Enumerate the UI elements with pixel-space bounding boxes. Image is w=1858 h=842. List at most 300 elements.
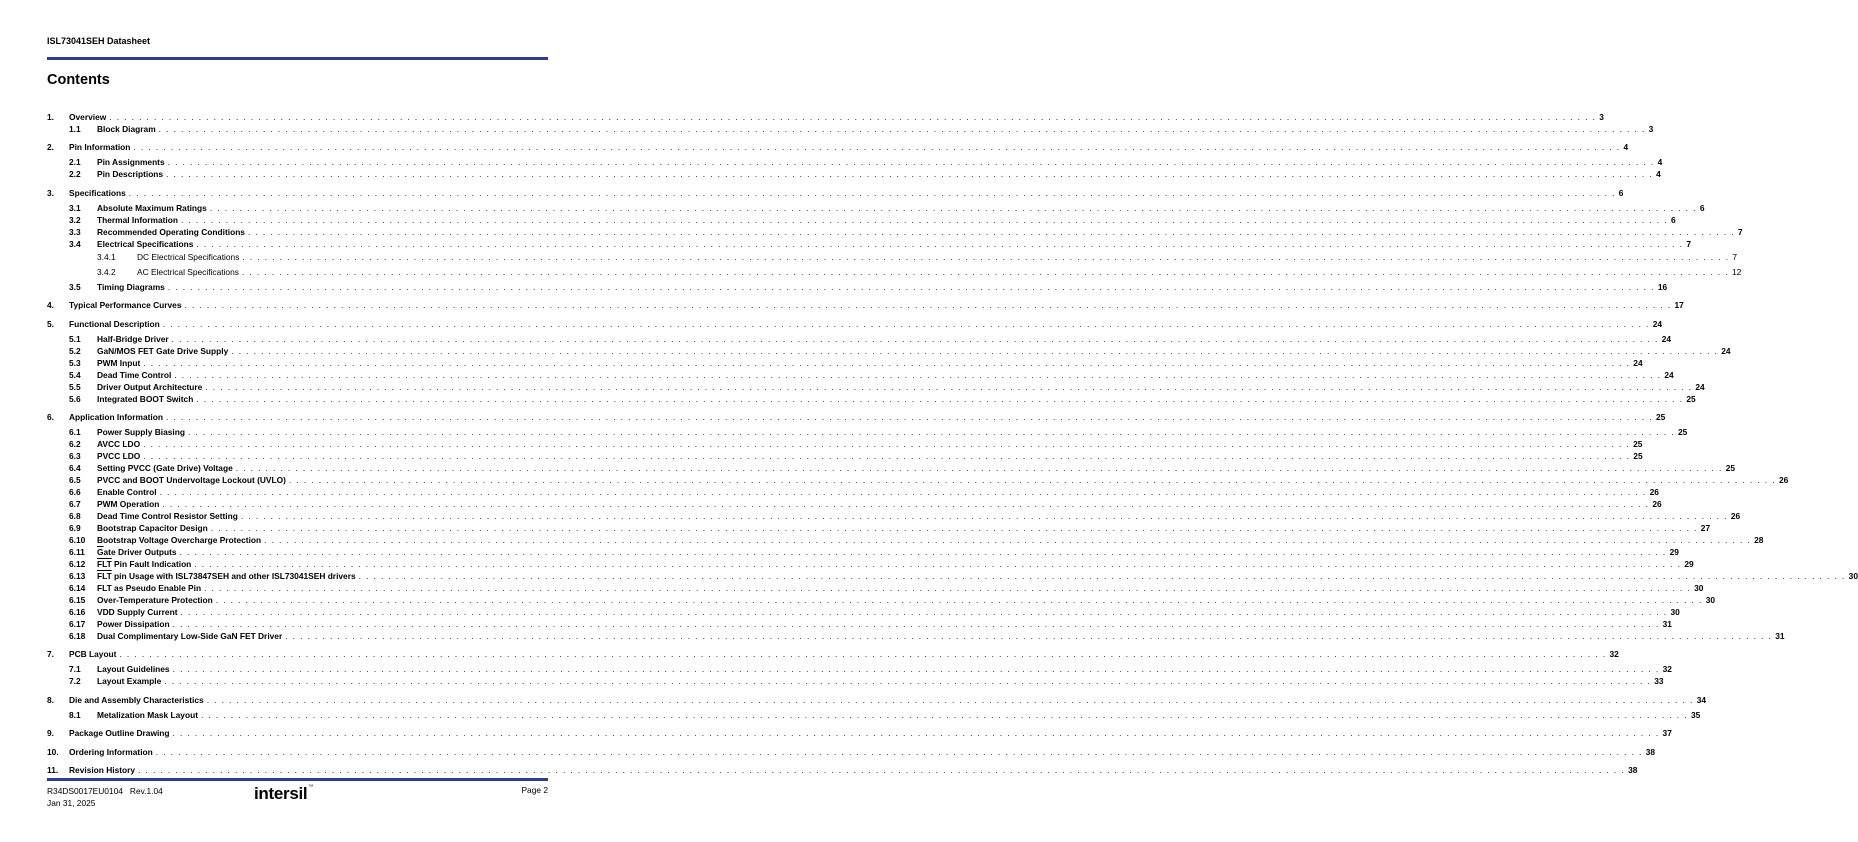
toc-entry-number: 5.1 [69,333,81,344]
toc-entry-title [69,764,138,776]
toc-entry-page: 38 [1628,764,1638,775]
toc-entry-title-text: Typical Performance Curves [69,300,182,311]
toc-entry[interactable] [47,393,1696,405]
toc-dot-leader: . . . . . . . . . . . . . . . . . . . . . . . . . . . . . . . . . . . . . . . . . . . . . . . . . . . . . . . . . . . . . . . . . . . . . . . . . . . . . . . . . . . . . . . . . . . . . . . . . . . . . . . . . . . . . . . . . . . . . . . . . . . . . . . . . . . . . . . . . . . . . . . . . . . . . . . . . . . . . . . . . . . . . . . . . . . . . . . . . . . . . . . . . . . . . . . . . . . . . . . . [179,546,1667,557]
toc-dot-leader: . . . . . . . . . . . . . . . . . . . . . . . . . . . . . . . . . . . . . . . . . . . . . . . . . . . . . . . . . . . . . . . . . . . . . . . . . . . . . . . . . . . . . . . . . . . . . . . . . . . . . . . . . . . . . . . . . . . . . . . . . . . . . . . . . . . . . . . . . . . . . . . . . . . . . . . . . . . . . . . . . . . . . . . . . . . . . . . . . . . . . . . . . . . . . . . . . . . . . . . . [167,157,1655,168]
toc-entry-title-text: Electrical Specifications [97,238,194,249]
toc-entry-page: 4 [1657,157,1663,168]
toc-entry-page: 7 [1738,226,1743,237]
toc-entry-title [97,582,204,594]
toc-entry-page: 24 [1664,369,1674,380]
toc-entry-number: 3.2 [69,214,81,225]
toc-entry-page: 30 [1848,570,1858,581]
toc-entry-title [97,675,164,687]
toc-entry[interactable] [47,411,1666,423]
toc-entry-title-text: VDD Supply Current [97,606,178,617]
toc-entry-title [137,266,242,278]
toc-entry-number: 6.16 [69,606,86,617]
toc-entry-number: 6.13 [69,570,86,581]
toc-entry-title-text: Package Outline Drawing [69,728,170,739]
toc-entry-title-text: Layout Example [97,676,162,687]
header-rule [47,57,548,60]
toc-entry-title-text: Functional Description [69,318,160,329]
toc-entry-title-overline: $\overline{G}$ [97,546,104,557]
document-header-title: ISL73041SEH Datasheet [47,36,151,46]
toc-dot-leader: . . . . . . . . . . . . . . . . . . . . . . . . . . . . . . . . . . . . . . . . . . . . . . . . . . . . . . . . . . . . . . . . . . . . . . . . . . . . . . . . . . . . . . . . . . . . . . . . . . . . . . . . . . . . . . . . . . . . . . . . . . . . . . . . . . . . . . . . . . . . . . . . . . . . . . . . . . . . . . . . . . . . . . . . . . . . . . . . . . . . . . . . . . . . . . . . . . . . . . . . [166,169,1654,180]
toc-entry-page: 37 [1662,728,1672,739]
toc-dot-leader: . . . . . . . . . . . . . . . . . . . . . . . . . . . . . . . . . . . . . . . . . . . . . . . . . . . . . . . . . . . . . . . . . . . . . . . . . . . . . . . . . . . . . . . . . . . . . . . . . . . . . . . . . . . . . . . . . . . . . . . . . . . . . . . . . . . . . . . . . . . . . . . . . . . . . . . . . . . . . . . . . . . . . . . . . . . . . . . . . . . . . . . . . . . . . . . . . . . . . . . . [210,522,1698,533]
toc-entry[interactable] [47,333,1672,345]
toc-entry-number: 6.10 [69,534,86,545]
toc-entry-title-text: PVCC LDO [97,450,141,461]
toc-entry[interactable] [47,534,1764,546]
toc-entry[interactable] [47,606,1680,618]
toc-dot-leader: . . . . . . . . . . . . . . . . . . . . . . . . . . . . . . . . . . . . . . . . . . . . . . . . . . . . . . . . . . . . . . . . . . . . . . . . . . . . . . . . . . . . . . . . . . . . . . . . . . . . . . . . . . . . . . . . . . . . . . . . . . . . . . . . . . . . . . . . . . . . . . . . . . . . . . . . . . . . . . . . . . . . . . . . . . . . . . . . . . . . . . . . . . . . . . . . . . . . . . . . [180,214,1668,225]
toc-entry-number: 9. [47,728,54,739]
toc-entry-title-text: Dead Time Control [97,369,172,380]
toc-entry-title [97,534,264,546]
toc-entry-title-text: Pin Descriptions [97,169,164,180]
toc-entry-title [97,426,188,438]
toc-entry-page: 32 [1609,649,1619,660]
toc-entry-title [97,357,143,369]
toc-entry-title-text: Specifications [69,187,126,198]
toc-entry[interactable] [47,281,1668,293]
toc-entry-title-text: AC Electrical Specifications [137,266,239,277]
toc-entry[interactable] [47,357,1643,369]
toc-entry[interactable] [47,187,1624,199]
toc-entry[interactable] [47,111,1604,123]
toc-entry-page: 29 [1669,546,1679,557]
logo-trademark: ™ [308,784,314,790]
toc-entry-title [97,630,285,642]
toc-entry-title-text: Driver Output Architecture [97,381,203,392]
footer-revision: Rev.1.04 [129,786,163,796]
toc-entry-title [137,251,242,263]
toc-entry-page: 25 [1725,462,1736,473]
intersil-logo [254,784,313,804]
toc-entry-title-text: Thermal Information [97,214,178,225]
toc-dot-leader: . . . . . . . . . . . . . . . . . . . . . . . . . . . . . . . . . . . . . . . . . . . . . . . . . . . . . . . . . . . . . . . . . . . . . . . . . . . . . . . . . . . . . . . . . . . . . . . . . . . . . . . . . . . . . . . . . . . . . . . . . . . . . . . . . . . . . . . . . . . . . . . . . . . . . . . . . . . . . . . . . . . . . . . . . . . . . . . . . . . . . . . . . . . . . . . . . . . . . . . . [240,510,1728,521]
toc-entry-number: 6.17 [69,618,86,629]
toc-entry-title [97,510,241,522]
toc-entry[interactable] [47,663,1672,675]
toc-entry[interactable] [47,202,1705,214]
toc-entry-page: 24 [1652,318,1663,329]
toc-entry-title [97,558,194,570]
toc-dot-leader: . . . . . . . . . . . . . . . . . . . . . . . . . . . . . . . . . . . . . . . . . . . . . . . . . . . . . . . . . . . . . . . . . . . . . . . . . . . . . . . . . . . . . . . . . . . . . . . . . . . . . . . . . . . . . . . . . . . . . . . . . . . . . . . . . . . . . . . . . . . . . . . . . . . . . . . . . . . . . . . . . . . . . . . . . . . . . . . . . . . . . . . . . . . . . . . . . . . . . . . . [138,764,1626,775]
toc-dot-leader: . . . . . . . . . . . . . . . . . . . . . . . . . . . . . . . . . . . . . . . . . . . . . . . . . . . . . . . . . . . . . . . . . . . . . . . . . . . . . . . . . . . . . . . . . . . . . . . . . . . . . . . . . . . . . . . . . . . . . . . . . . . . . . . . . . . . . . . . . . . . . . . . . . . . . . . . . . . . . . . . . . . . . . . . . . . . . . . . . . . . . . . . . . . . . . . . . . . . . . . . [143,450,1631,461]
toc-entry-number: 2.2 [69,169,81,180]
table-of-contents [47,111,1858,776]
footer-rule [47,778,548,781]
toc-entry-title [97,345,231,357]
toc-entry[interactable] [47,168,1661,180]
toc-entry-number: 5.3 [69,357,81,368]
toc-entry[interactable] [47,746,1656,758]
toc-entry-title-text: Setting PVCC (Gate Drive) Voltage [97,462,233,473]
toc-dot-leader: . . . . . . . . . . . . . . . . . . . . . . . . . . . . . . . . . . . . . . . . . . . . . . . . . . . . . . . . . . . . . . . . . . . . . . . . . . . . . . . . . . . . . . . . . . . . . . . . . . . . . . . . . . . . . . . . . . . . . . . . . . . . . . . . . . . . . . . . . . . . . . . . . . . . . . . . . . . . . . . . . . . . . . . . . . . . . . . . . . . . . . . . . . . . . . . . . . . . . . . . [172,664,1660,675]
toc-entry-title [97,156,168,168]
toc-entry[interactable] [47,709,1701,721]
toc-entry-number: 3.5 [69,281,81,292]
toc-entry[interactable] [47,474,1789,486]
toc-dot-leader: . . . . . . . . . . . . . . . . . . . . . . . . . . . . . . . . . . . . . . . . . . . . . . . . . . . . . . . . . . . . . . . . . . . . . . . . . . . . . . . . . . . . . . . . . . . . . . . . . . . . . . . . . . . . . . . . . . . . . . . . . . . . . . . . . . . . . . . . . . . . . . . . . . . . . . . . . . . . . . . . . . . . . . . . . . . . . . . . . . . . . . . . . . . . . . . . . . . . . . . . [158,124,1646,134]
page-title: Contents [47,72,110,88]
toc-entry[interactable] [47,141,1629,153]
toc-entry-title [97,393,196,405]
toc-entry-number: 7. [47,649,54,660]
toc-entry-number: 10. [47,746,59,757]
toc-entry-page: 6 [1670,214,1676,225]
toc-entry-number: 5.5 [69,381,81,392]
toc-entry-title [69,141,133,153]
toc-dot-leader: . . . . . . . . . . . . . . . . . . . . . . . . . . . . . . . . . . . . . . . . . . . . . . . . . . . . . . . . . . . . . . . . . . . . . . . . . . . . . . . . . . . . . . . . . . . . . . . . . . . . . . . . . . . . . . . . . . . . . . . . . . . . . . . . . . . . . . . . . . . . . . . . . . . . . . . . . . . . . . . . . . . . . . . . . . . . . . . . . . . . . . . . . . . . . . . . . . . . . . . . [196,238,1684,249]
toc-entry-title-text: GaN/MOS FET Gate Drive Supply [97,345,229,356]
toc-dot-leader: . . . . . . . . . . . . . . . . . . . . . . . . . . . . . . . . . . . . . . . . . . . . . . . . . . . . . . . . . . . . . . . . . . . . . . . . . . . . . . . . . . . . . . . . . . . . . . . . . . . . . . . . . . . . . . . . . . . . . . . . . . . . . . . . . . . . . . . . . . . . . . . . . . . . . . . . . . . . . . . . . . . . . . . . . . . . . . . . . . . . . . . . . . . . . . . . . . . . . . . . [196,393,1684,404]
toc-entry-page: 7 [1686,238,1692,249]
toc-entry[interactable] [47,238,1692,250]
toc-dot-leader: . . . . . . . . . . . . . . . . . . . . . . . . . . . . . . . . . . . . . . . . . . . . . . . . . . . . . . . . . . . . . . . . . . . . . . . . . . . . . . . . . . . . . . . . . . . . . . . . . . . . . . . . . . . . . . . . . . . . . . . . . . . . . . . . . . . . . . . . . . . . . . . . . . . . . . . . . . . . . . . . . . . . . . . . . . . . . . . . . . . . . . . . . . . . . . . . . . . . . . . . [358,570,1846,581]
toc-dot-leader: . . . . . . . . . . . . . . . . . . . . . . . . . . . . . . . . . . . . . . . . . . . . . . . . . . . . . . . . . . . . . . . . . . . . . . . . . . . . . . . . . . . . . . . . . . . . . . . . . . . . . . . . . . . . . . . . . . . . . . . . . . . . . . . . . . . . . . . . . . . . . . . . . . . . . . . . . . . . . . . . . . . . . . . . . . . . . . . . . . . . . . . . . . . . . . . . . . . . . . . . [167,281,1655,292]
toc-entry-page: 30 [1670,606,1680,617]
toc-entry-title [97,168,166,180]
toc-dot-leader: . . . . . . . . . . . . . . . . . . . . . . . . . . . . . . . . . . . . . . . . . . . . . . . . . . . . . . . . . . . . . . . . . . . . . . . . . . . . . . . . . . . . . . . . . . . . . . . . . . . . . . . . . . . . . . . . . . . . . . . . . . . . . . . . . . . . . . . . . . . . . . . . . . . . . . . . . . . . . . . . . . . . . . . . . . . . . . . . . . . . . . . . . . . . . . . . . . . . . . . . [235,462,1723,473]
toc-entry-title-text: Dead Time Control Resistor Setting [97,510,238,521]
toc-entry-number: 6.11 [69,546,85,557]
toc-entry[interactable] [47,764,1638,776]
toc-entry-number: 3.4.2 [97,266,116,277]
toc-entry-title-text: Metalization Mask Layout [97,709,198,720]
toc-dot-leader: . . . . . . . . . . . . . . . . . . . . . . . . . . . . . . . . . . . . . . . . . . . . . . . . . . . . . . . . . . . . . . . . . . . . . . . . . . . . . . . . . . . . . . . . . . . . . . . . . . . . . . . . . . . . . . . . . . . . . . . . . . . . . . . . . . . . . . . . . . . . . . . . . . . . . . . . . . . . . . . . . . . . . . . . . . . . . . . . . . . . . . . . . . . . . . . . . . . . . . . . [172,618,1660,629]
toc-entry-number: 6.4 [69,462,81,473]
toc-entry-title-text: Bootstrap Voltage Overcharge Protection [97,534,262,545]
toc-entry-title-text: Revision History [69,764,136,775]
toc-entry-title [69,187,129,199]
toc-entry-title-text: Half-Bridge Driver [97,333,169,344]
footer-doc-info [47,785,163,809]
toc-dot-leader: . . . . . . . . . . . . . . . . . . . . . . . . . . . . . . . . . . . . . . . . . . . . . . . . . . . . . . . . . . . . . . . . . . . . . . . . . . . . . . . . . . . . . . . . . . . . . . . . . . . . . . . . . . . . . . . . . . . . . . . . . . . . . . . . . . . . . . . . . . . . . . . . . . . . . . . . . . . . . . . . . . . . . . . . . . . . . . . . . . . . . . . . . . . . . . . . . . . . . . . . [143,438,1631,449]
toc-entry[interactable] [47,546,1679,558]
toc-entry[interactable] [47,450,1643,462]
toc-entry-number: 6.14 [69,582,86,593]
toc-entry-number: 5.6 [69,393,81,404]
toc-entry-title [69,318,163,330]
toc-entry-number: 1. [47,112,54,122]
toc-dot-leader: . . . . . . . . . . . . . . . . . . . . . . . . . . . . . . . . . . . . . . . . . . . . . . . . . . . . . . . . . . . . . . . . . . . . . . . . . . . . . . . . . . . . . . . . . . . . . . . . . . . . . . . . . . . . . . . . . . . . . . . . . . . . . . . . . . . . . . . . . . . . . . . . . . . . . . . . . . . . . . . . . . . . . . . . . . . . . . . . . . . . . . . . . . . . . . . . . . . . . . . . [215,594,1703,605]
toc-dot-leader: . . . . . . . . . . . . . . . . . . . . . . . . . . . . . . . . . . . . . . . . . . . . . . . . . . . . . . . . . . . . . . . . . . . . . . . . . . . . . . . . . . . . . . . . . . . . . . . . . . . . . . . . . . . . . . . . . . . . . . . . . . . . . . . . . . . . . . . . . . . . . . . . . . . . . . . . . . . . . . . . . . . . . . . . . . . . . . . . . . . . . . . . . . . . . . . . . . . . . . . . [288,474,1776,485]
toc-dot-leader: . . . . . . . . . . . . . . . . . . . . . . . . . . . . . . . . . . . . . . . . . . . . . . . . . . . . . . . . . . . . . . . . . . . . . . . . . . . . . . . . . . . . . . . . . . . . . . . . . . . . . . . . . . . . . . . . . . . . . . . . . . . . . . . . . . . . . . . . . . . . . . . . . . . . . . . . . . . . . . . . . . . . . . . . . . . . . . . . . . . . . . . . . . . . . . . . . . . . . . . . [109,112,1597,122]
toc-dot-leader: . . . . . . . . . . . . . . . . . . . . . . . . . . . . . . . . . . . . . . . . . . . . . . . . . . . . . . . . . . . . . . . . . . . . . . . . . . . . . . . . . . . . . . . . . . . . . . . . . . . . . . . . . . . . . . . . . . . . . . . . . . . . . . . . . . . . . . . . . . . . . . . . . . . . . . . . . . . . . . . . . . . . . . . . . . . . . . . . . . . . . . . . . . . . . . . . . . . . . . . . [242,251,1730,262]
toc-entry-title [97,594,216,606]
toc-entry-title-text: Application Information [69,411,163,422]
toc-entry-title [97,462,236,474]
toc-entry[interactable] [47,226,1743,238]
toc-dot-leader: . . . . . . . . . . . . . . . . . . . . . . . . . . . . . . . . . . . . . . . . . . . . . . . . . . . . . . . . . . . . . . . . . . . . . . . . . . . . . . . . . . . . . . . . . . . . . . . . . . . . . . . . . . . . . . . . . . . . . . . . . . . . . . . . . . . . . . . . . . . . . . . . . . . . . . . . . . . . . . . . . . . . . . . . . . . . . . . . . . . . . . . . . . . . . . . . . . . . . . . . [264,534,1752,545]
toc-entry-title [97,214,181,226]
toc-dot-leader: . . . . . . . . . . . . . . . . . . . . . . . . . . . . . . . . . . . . . . . . . . . . . . . . . . . . . . . . . . . . . . . . . . . . . . . . . . . . . . . . . . . . . . . . . . . . . . . . . . . . . . . . . . . . . . . . . . . . . . . . . . . . . . . . . . . . . . . . . . . . . . . . . . . . . . . . . . . . . . . . . . . . . . . . . . . . . . . . . . . . . . . . . . . . . . . . . . . . . . . . [285,630,1773,641]
toc-dot-leader: . . . . . . . . . . . . . . . . . . . . . . . . . . . . . . . . . . . . . . . . . . . . . . . . . . . . . . . . . . . . . . . . . . . . . . . . . . . . . . . . . . . . . . . . . . . . . . . . . . . . . . . . . . . . . . . . . . . . . . . . . . . . . . . . . . . . . . . . . . . . . . . . . . . . . . . . . . . . . . . . . . . . . . . . . . . . . . . . . . . . . . . . . . . . . . . . . . . . . . . . [128,187,1616,198]
toc-entry-title-overline: $\overline{FLT}$ [97,570,112,581]
toc-entry-page: 3 [1599,112,1604,122]
toc-entry-page: 17 [1674,300,1684,311]
toc-dot-leader: . . . . . . . . . . . . . . . . . . . . . . . . . . . . . . . . . . . . . . . . . . . . . . . . . . . . . . . . . . . . . . . . . . . . . . . . . . . . . . . . . . . . . . . . . . . . . . . . . . . . . . . . . . . . . . . . . . . . . . . . . . . . . . . . . . . . . . . . . . . . . . . . . . . . . . . . . . . . . . . . . . . . . . . . . . . . . . . . . . . . . . . . . . . . . . . . . . . . . . . . [180,606,1668,617]
toc-dot-leader: . . . . . . . . . . . . . . . . . . . . . . . . . . . . . . . . . . . . . . . . . . . . . . . . . . . . . . . . . . . . . . . . . . . . . . . . . . . . . . . . . . . . . . . . . . . . . . . . . . . . . . . . . . . . . . . . . . . . . . . . . . . . . . . . . . . . . . . . . . . . . . . . . . . . . . . . . . . . . . . . . . . . . . . . . . . . . . . . . . . . . . . . . . . . . . . . . . . . . . . . [200,709,1688,720]
toc-entry[interactable] [47,498,1662,510]
toc-entry-number: 6.12 [69,558,86,569]
toc-entry-page: 24 [1695,381,1705,392]
toc-entry-title [97,663,173,675]
toc-entry-title-text: pin Usage with ISL73847SEH and other ISL73041SEH drivers [111,570,356,581]
toc-entry-number: 6.18 [69,630,86,641]
toc-entry-number: 6. [47,411,54,422]
toc-entry[interactable] [47,570,1858,582]
toc-entry-page: 29 [1684,558,1694,569]
toc-dot-leader: . . . . . . . . . . . . . . . . . . . . . . . . . . . . . . . . . . . . . . . . . . . . . . . . . . . . . . . . . . . . . . . . . . . . . . . . . . . . . . . . . . . . . . . . . . . . . . . . . . . . . . . . . . . . . . . . . . . . . . . . . . . . . . . . . . . . . . . . . . . . . . . . . . . . . . . . . . . . . . . . . . . . . . . . . . . . . . . . . . . . . . . . . . . . . . . . . . . . . . . . [206,694,1694,705]
toc-entry-page: 4 [1623,142,1629,153]
toc-entry-title [97,486,160,498]
toc-dot-leader: . . . . . . . . . . . . . . . . . . . . . . . . . . . . . . . . . . . . . . . . . . . . . . . . . . . . . . . . . . . . . . . . . . . . . . . . . . . . . . . . . . . . . . . . . . . . . . . . . . . . . . . . . . . . . . . . . . . . . . . . . . . . . . . . . . . . . . . . . . . . . . . . . . . . . . . . . . . . . . . . . . . . . . . . . . . . . . . . . . . . . . . . . . . . . . . . . . . . . . . . [174,369,1662,380]
toc-entry-number: 7.2 [69,676,81,687]
toc-entry-page: 24 [1721,345,1731,356]
toc-entry-title [97,281,168,293]
toc-entry-number: 8. [47,694,54,705]
toc-dot-leader: . . . . . . . . . . . . . . . . . . . . . . . . . . . . . . . . . . . . . . . . . . . . . . . . . . . . . . . . . . . . . . . . . . . . . . . . . . . . . . . . . . . . . . . . . . . . . . . . . . . . . . . . . . . . . . . . . . . . . . . . . . . . . . . . . . . . . . . . . . . . . . . . . . . . . . . . . . . . . . . . . . . . . . . . . . . . . . . . . . . . . . . . . . . . . . . . . . . . . . . . [194,558,1682,569]
toc-entry-page: 31 [1775,630,1785,641]
toc-entry-number: 5.2 [69,345,81,356]
toc-entry-page: 31 [1662,618,1672,629]
toc-entry-title [69,299,185,311]
toc-dot-leader: . . . . . . . . . . . . . . . . . . . . . . . . . . . . . . . . . . . . . . . . . . . . . . . . . . . . . . . . . . . . . . . . . . . . . . . . . . . . . . . . . . . . . . . . . . . . . . . . . . . . . . . . . . . . . . . . . . . . . . . . . . . . . . . . . . . . . . . . . . . . . . . . . . . . . . . . . . . . . . . . . . . . . . . . . . . . . . . . . . . . . . . . . . . . . . . . . . . . . . . . [155,746,1643,757]
toc-entry[interactable] [47,381,1705,393]
toc-dot-leader: . . . . . . . . . . . . . . . . . . . . . . . . . . . . . . . . . . . . . . . . . . . . . . . . . . . . . . . . . . . . . . . . . . . . . . . . . . . . . . . . . . . . . . . . . . . . . . . . . . . . . . . . . . . . . . . . . . . . . . . . . . . . . . . . . . . . . . . . . . . . . . . . . . . . . . . . . . . . . . . . . . . . . . . . . . . . . . . . . . . . . . . . . . . . . . . . . . . . . . . . [241,266,1729,277]
toc-entry-title [69,648,119,660]
toc-dot-leader: . . . . . . . . . . . . . . . . . . . . . . . . . . . . . . . . . . . . . . . . . . . . . . . . . . . . . . . . . . . . . . . . . . . . . . . . . . . . . . . . . . . . . . . . . . . . . . . . . . . . . . . . . . . . . . . . . . . . . . . . . . . . . . . . . . . . . . . . . . . . . . . . . . . . . . . . . . . . . . . . . . . . . . . . . . . . . . . . . . . . . . . . . . . . . . . . . . . . . . . . [165,411,1653,422]
toc-entry-title-text: AVCC LDO [97,438,141,449]
toc-dot-leader: . . . . . . . . . . . . . . . . . . . . . . . . . . . . . . . . . . . . . . . . . . . . . . . . . . . . . . . . . . . . . . . . . . . . . . . . . . . . . . . . . . . . . . . . . . . . . . . . . . . . . . . . . . . . . . . . . . . . . . . . . . . . . . . . . . . . . . . . . . . . . . . . . . . . . . . . . . . . . . . . . . . . . . . . . . . . . . . . . . . . . . . . . . . . . . . . . . . . . . . . [164,676,1652,687]
toc-entry[interactable] [47,594,1716,606]
toc-entry-title [69,411,166,423]
toc-entry-page: 6 [1618,187,1624,198]
toc-entry-page: 16 [1657,281,1668,292]
toc-entry-page: 25 [1633,450,1643,461]
toc-entry-title-text: Block Diagram [97,124,156,134]
toc-entry-page: 26 [1649,486,1659,497]
toc-entry[interactable] [47,369,1674,381]
toc-entry-title-text: Ordering Information [69,746,153,757]
toc-dot-leader: . . . . . . . . . . . . . . . . . . . . . . . . . . . . . . . . . . . . . . . . . . . . . . . . . . . . . . . . . . . . . . . . . . . . . . . . . . . . . . . . . . . . . . . . . . . . . . . . . . . . . . . . . . . . . . . . . . . . . . . . . . . . . . . . . . . . . . . . . . . . . . . . . . . . . . . . . . . . . . . . . . . . . . . . . . . . . . . . . . . . . . . . . . . . . . . . . . . . . . . . [205,381,1693,392]
toc-entry[interactable] [47,266,1742,278]
toc-entry-page: 26 [1778,474,1789,485]
toc-entry-number: 8.1 [69,709,81,720]
toc-entry-title-text: Over-Temperature Protection [97,594,213,605]
toc-entry[interactable] [47,558,1694,570]
toc-entry[interactable] [47,345,1731,357]
toc-entry-page: 33 [1654,676,1664,687]
toc-entry-title-text: Pin Information [69,142,131,153]
toc-entry-title-text: Power Dissipation [97,618,170,629]
toc-dot-leader: . . . . . . . . . . . . . . . . . . . . . . . . . . . . . . . . . . . . . . . . . . . . . . . . . . . . . . . . . . . . . . . . . . . . . . . . . . . . . . . . . . . . . . . . . . . . . . . . . . . . . . . . . . . . . . . . . . . . . . . . . . . . . . . . . . . . . . . . . . . . . . . . . . . . . . . . . . . . . . . . . . . . . . . . . . . . . . . . . . . . . . . . . . . . . . . . . . . . . . . . [162,318,1650,329]
toc-entry-number: 2.1 [69,157,81,168]
toc-entry-title [97,618,173,630]
toc-entry[interactable] [47,630,1785,642]
toc-entry-title [97,546,180,558]
toc-dot-leader: . . . . . . . . . . . . . . . . . . . . . . . . . . . . . . . . . . . . . . . . . . . . . . . . . . . . . . . . . . . . . . . . . . . . . . . . . . . . . . . . . . . . . . . . . . . . . . . . . . . . . . . . . . . . . . . . . . . . . . . . . . . . . . . . . . . . . . . . . . . . . . . . . . . . . . . . . . . . . . . . . . . . . . . . . . . . . . . . . . . . . . . . . . . . . . . . . . . . . . . . [231,345,1719,356]
toc-entry-page: 38 [1645,746,1656,757]
toc-entry-title [97,226,248,238]
toc-entry-number: 5. [47,318,54,329]
toc-dot-leader: . . . . . . . . . . . . . . . . . . . . . . . . . . . . . . . . . . . . . . . . . . . . . . . . . . . . . . . . . . . . . . . . . . . . . . . . . . . . . . . . . . . . . . . . . . . . . . . . . . . . . . . . . . . . . . . . . . . . . . . . . . . . . . . . . . . . . . . . . . . . . . . . . . . . . . . . . . . . . . . . . . . . . . . . . . . . . . . . . . . . . . . . . . . . . . . . . . . . . . . . [184,300,1672,311]
toc-entry[interactable] [47,522,1711,534]
toc-entry-page: 32 [1662,664,1672,675]
toc-entry-number: 6.3 [69,450,81,461]
toc-entry-title [97,606,181,618]
toc-entry-page: 26 [1730,510,1741,521]
toc-entry-title-text: Recommended Operating Conditions [97,226,245,237]
toc-entry-title [69,727,173,739]
toc-entry-title-text: Timing Diagrams [97,281,165,292]
toc-entry-title [97,381,205,393]
toc-dot-leader: . . . . . . . . . . . . . . . . . . . . . . . . . . . . . . . . . . . . . . . . . . . . . . . . . . . . . . . . . . . . . . . . . . . . . . . . . . . . . . . . . . . . . . . . . . . . . . . . . . . . . . . . . . . . . . . . . . . . . . . . . . . . . . . . . . . . . . . . . . . . . . . . . . . . . . . . . . . . . . . . . . . . . . . . . . . . . . . . . . . . . . . . . . . . . . . . . . . . . . . . [171,333,1659,344]
toc-entry[interactable] [47,582,1704,594]
toc-entry-title-text: Overview [69,112,107,122]
toc-dot-leader: . . . . . . . . . . . . . . . . . . . . . . . . . . . . . . . . . . . . . . . . . . . . . . . . . . . . . . . . . . . . . . . . . . . . . . . . . . . . . . . . . . . . . . . . . . . . . . . . . . . . . . . . . . . . . . . . . . . . . . . . . . . . . . . . . . . . . . . . . . . . . . . . . . . . . . . . . . . . . . . . . . . . . . . . . . . . . . . . . . . . . . . . . . . . . . . . . . . . . . . . [133,142,1621,153]
toc-entry-page: 25 [1686,393,1696,404]
toc-entry-page: 34 [1696,694,1707,705]
toc-entry-page: 30 [1705,594,1716,605]
toc-entry[interactable] [47,123,1654,135]
toc-entry[interactable] [47,486,1659,498]
toc-entry[interactable] [47,438,1643,450]
toc-entry-number: 6.5 [69,474,81,485]
toc-entry-number: 5.4 [69,369,81,380]
logo-text: intersil [254,784,308,803]
toc-dot-leader: . . . . . . . . . . . . . . . . . . . . . . . . . . . . . . . . . . . . . . . . . . . . . . . . . . . . . . . . . . . . . . . . . . . . . . . . . . . . . . . . . . . . . . . . . . . . . . . . . . . . . . . . . . . . . . . . . . . . . . . . . . . . . . . . . . . . . . . . . . . . . . . . . . . . . . . . . . . . . . . . . . . . . . . . . . . . . . . . . . . . . . . . . . . . . . . . . . . . . . . . [209,202,1697,213]
toc-entry-number: 7.1 [69,664,81,675]
toc-entry-title [97,570,359,582]
toc-entry-title-text: Pin Assignments [97,157,165,168]
toc-entry-title-text: PWM Operation [97,498,160,509]
toc-entry-title-text: DC Electrical Specifications [137,251,240,262]
toc-entry-title-text: PCB Layout [69,649,117,660]
toc-entry-title [97,474,289,486]
toc-dot-leader: . . . . . . . . . . . . . . . . . . . . . . . . . . . . . . . . . . . . . . . . . . . . . . . . . . . . . . . . . . . . . . . . . . . . . . . . . . . . . . . . . . . . . . . . . . . . . . . . . . . . . . . . . . . . . . . . . . . . . . . . . . . . . . . . . . . . . . . . . . . . . . . . . . . . . . . . . . . . . . . . . . . . . . . . . . . . . . . . . . . . . . . . . . . . . . . . . . . . . . . . [159,486,1647,497]
toc-entry[interactable] [47,510,1741,522]
toc-entry-number: 6.9 [69,522,81,533]
toc-entry-page: 30 [1694,582,1704,593]
toc-entry-number: 6.7 [69,498,81,509]
toc-entry-title-text: Layout Guidelines [97,664,170,675]
toc-entry-number: 6.2 [69,438,81,449]
toc-entry-number: 3. [47,187,54,198]
toc-entry[interactable] [47,214,1676,226]
toc-entry-title [69,694,207,706]
toc-entry-page: 27 [1700,522,1711,533]
toc-entry[interactable] [47,727,1672,739]
toc-entry-number: 6.8 [69,510,81,521]
toc-entry-page: 35 [1691,709,1701,720]
toc-entry[interactable] [47,299,1684,311]
toc-entry-title-text: Enable Control [97,486,157,497]
toc-entry-page: 25 [1656,411,1666,422]
toc-entry[interactable] [47,462,1736,474]
toc-entry-number: 3.4.1 [97,251,116,262]
toc-entry-page: 25 [1677,426,1688,437]
toc-entry-number: 11. [47,764,59,775]
toc-entry-page: 26 [1652,498,1662,509]
toc-entry-title-overline: $\overline{FLT}$ [97,558,112,569]
toc-entry-title-text: ate Driver Outputs [103,546,177,557]
toc-entry-number: 3.1 [69,202,81,213]
toc-entry-number: 3.3 [69,226,81,237]
toc-entry-title-text: PWM Input [97,357,141,368]
footer-page-number: Page 2 [521,785,548,795]
toc-entry-title [97,450,143,462]
toc-dot-leader: . . . . . . . . . . . . . . . . . . . . . . . . . . . . . . . . . . . . . . . . . . . . . . . . . . . . . . . . . . . . . . . . . . . . . . . . . . . . . . . . . . . . . . . . . . . . . . . . . . . . . . . . . . . . . . . . . . . . . . . . . . . . . . . . . . . . . . . . . . . . . . . . . . . . . . . . . . . . . . . . . . . . . . . . . . . . . . . . . . . . . . . . . . . . . . . . . . . . . . . . [172,728,1660,739]
toc-dot-leader: . . . . . . . . . . . . . . . . . . . . . . . . . . . . . . . . . . . . . . . . . . . . . . . . . . . . . . . . . . . . . . . . . . . . . . . . . . . . . . . . . . . . . . . . . . . . . . . . . . . . . . . . . . . . . . . . . . . . . . . . . . . . . . . . . . . . . . . . . . . . . . . . . . . . . . . . . . . . . . . . . . . . . . . . . . . . . . . . . . . . . . . . . . . . . . . . . . . . . . . . [162,498,1650,509]
footer-date: Jan 31, 2025 [47,798,96,808]
toc-entry[interactable] [47,618,1672,630]
toc-dot-leader: . . . . . . . . . . . . . . . . . . . . . . . . . . . . . . . . . . . . . . . . . . . . . . . . . . . . . . . . . . . . . . . . . . . . . . . . . . . . . . . . . . . . . . . . . . . . . . . . . . . . . . . . . . . . . . . . . . . . . . . . . . . . . . . . . . . . . . . . . . . . . . . . . . . . . . . . . . . . . . . . . . . . . . . . . . . . . . . . . . . . . . . . . . . . . . . . . . . . . . . . [247,226,1735,237]
toc-entry-number: 2. [47,142,54,153]
toc-entry-title [97,202,210,214]
toc-entry-page: 4 [1656,169,1661,180]
toc-entry-title [69,111,109,123]
toc-entry-title-text: Absolute Maximum Ratings [97,202,207,213]
toc-entry-page: 24 [1633,357,1643,368]
toc-entry-page: 24 [1661,333,1672,344]
toc-entry-number: 3.4 [69,238,81,249]
toc-entry-title [97,369,174,381]
toc-entry-title-text: PVCC and BOOT Undervoltage Lockout (UVLO) [97,474,286,485]
toc-entry[interactable] [47,648,1619,660]
toc-entry-title [97,522,211,534]
toc-entry-title-text: Power Supply Biasing [97,426,185,437]
toc-entry-page: 12 [1731,266,1742,277]
toc-entry-title [97,438,143,450]
toc-entry[interactable] [47,156,1663,168]
toc-entry-number: 4. [47,300,54,311]
toc-entry-title [97,709,201,721]
toc-entry-title [97,498,162,510]
toc-entry-page: 7 [1732,251,1738,262]
toc-entry[interactable] [47,318,1663,330]
toc-entry[interactable] [47,251,1738,263]
toc-entry[interactable] [47,675,1664,687]
toc-dot-leader: . . . . . . . . . . . . . . . . . . . . . . . . . . . . . . . . . . . . . . . . . . . . . . . . . . . . . . . . . . . . . . . . . . . . . . . . . . . . . . . . . . . . . . . . . . . . . . . . . . . . . . . . . . . . . . . . . . . . . . . . . . . . . . . . . . . . . . . . . . . . . . . . . . . . . . . . . . . . . . . . . . . . . . . . . . . . . . . . . . . . . . . . . . . . . . . . . . . . . . . . [143,357,1631,368]
toc-entry-title-text: Bootstrap Capacitor Design [97,522,208,533]
toc-dot-leader: . . . . . . . . . . . . . . . . . . . . . . . . . . . . . . . . . . . . . . . . . . . . . . . . . . . . . . . . . . . . . . . . . . . . . . . . . . . . . . . . . . . . . . . . . . . . . . . . . . . . . . . . . . . . . . . . . . . . . . . . . . . . . . . . . . . . . . . . . . . . . . . . . . . . . . . . . . . . . . . . . . . . . . . . . . . . . . . . . . . . . . . . . . . . . . . . . . . . . . . . [187,426,1675,437]
toc-dot-leader: . . . . . . . . . . . . . . . . . . . . . . . . . . . . . . . . . . . . . . . . . . . . . . . . . . . . . . . . . . . . . . . . . . . . . . . . . . . . . . . . . . . . . . . . . . . . . . . . . . . . . . . . . . . . . . . . . . . . . . . . . . . . . . . . . . . . . . . . . . . . . . . . . . . . . . . . . . . . . . . . . . . . . . . . . . . . . . . . . . . . . . . . . . . . . . . . . . . . . . . . [119,649,1607,660]
toc-entry[interactable] [47,426,1688,438]
toc-entry[interactable] [47,694,1707,706]
toc-entry-page: 3 [1648,124,1654,134]
toc-entry-title [69,746,156,758]
toc-entry-title [97,238,196,250]
toc-dot-leader: . . . . . . . . . . . . . . . . . . . . . . . . . . . . . . . . . . . . . . . . . . . . . . . . . . . . . . . . . . . . . . . . . . . . . . . . . . . . . . . . . . . . . . . . . . . . . . . . . . . . . . . . . . . . . . . . . . . . . . . . . . . . . . . . . . . . . . . . . . . . . . . . . . . . . . . . . . . . . . . . . . . . . . . . . . . . . . . . . . . . . . . . . . . . . . . . . . . . . . . . [204,582,1692,593]
toc-entry-page: 28 [1754,534,1764,545]
toc-entry-number: 1.1 [69,124,81,134]
toc-entry-number: 6.1 [69,426,81,437]
toc-entry-title [97,333,172,345]
toc-entry-title-text: Die and Assembly Characteristics [69,694,204,705]
toc-entry-title-text: FLT as Pseudo Enable Pin [97,582,202,593]
toc-entry-title [97,123,159,135]
toc-entry-page: 25 [1633,438,1643,449]
toc-entry-page: 6 [1699,202,1705,213]
toc-entry-title-text: Pin Fault Indication [111,558,192,569]
toc-entry-number: 6.15 [69,594,86,605]
